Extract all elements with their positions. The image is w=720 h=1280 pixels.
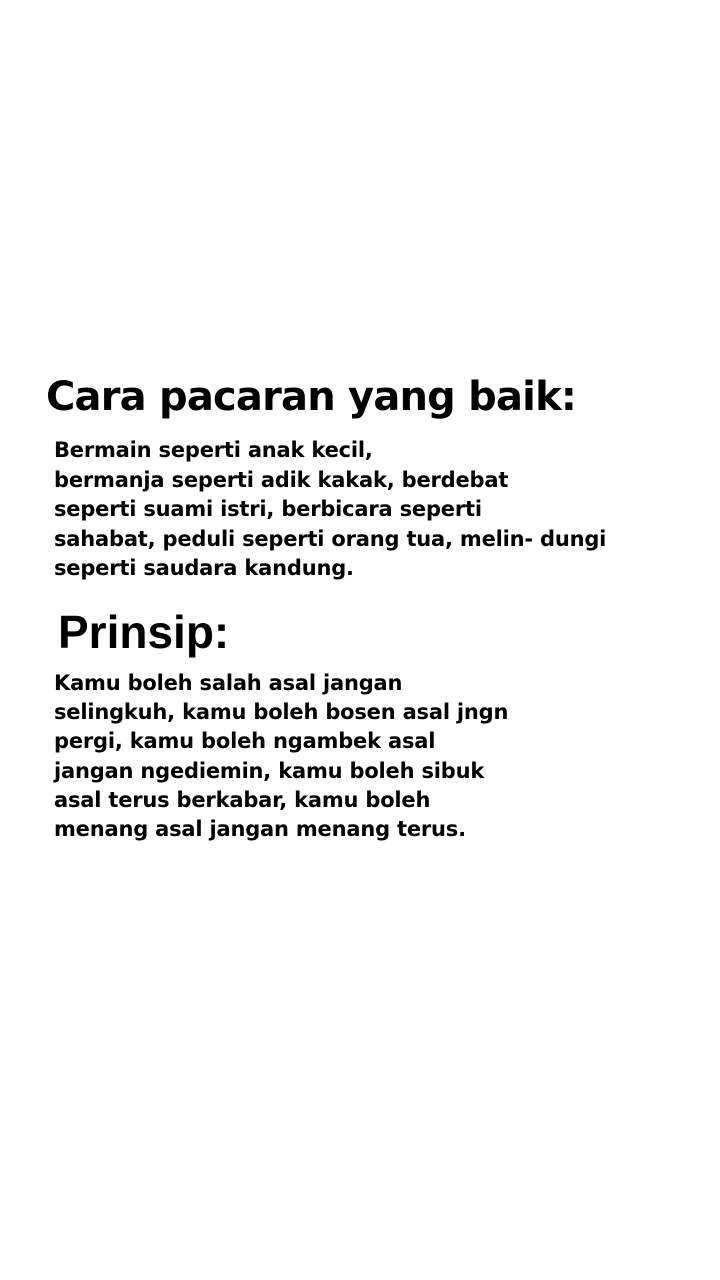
paragraph-cara-pacaran xyxy=(54,436,606,584)
text-line: seperti suami istri, berbicara seperti xyxy=(54,497,482,521)
text-line: jangan ngediemin, kamu boleh sibuk xyxy=(54,758,485,783)
text-line: bermanja seperti adik kakak, berdebat xyxy=(54,467,509,492)
text-line: menang asal jangan menang terus. xyxy=(54,817,466,842)
text-line: asal terus berkabar, kamu boleh xyxy=(54,787,431,812)
heading-cara-pacaran: Cara pacaran yang baik: xyxy=(46,374,577,420)
paragraph-prinsip xyxy=(54,669,508,844)
text-line: selingkuh, kamu boleh bosen asal jngn xyxy=(54,700,509,725)
text-line: pergi, kamu boleh ngambek asal xyxy=(54,729,436,754)
text-line: sahabat, peduli seperti orang tua, melin- dungi xyxy=(54,526,607,551)
text-line: Kamu boleh salah asal jangan xyxy=(54,671,403,695)
text-line: Bermain seperti anak kecil, xyxy=(54,438,373,462)
heading-prinsip: Prinsip: xyxy=(58,606,230,658)
text-line: seperti saudara kandung. xyxy=(54,556,354,580)
